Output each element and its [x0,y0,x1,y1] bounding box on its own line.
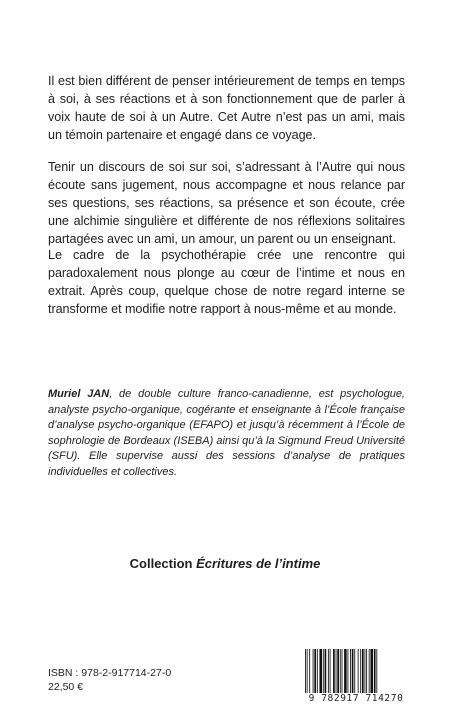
collection-title: Écritures de l’intime [196,556,321,571]
isbn-block [48,667,171,694]
price: 22,50 € [48,680,84,693]
back-cover-paragraph-1: Il est bien différent de penser intérieurement de temps en temps à soi, à ses réactions et à son fonctionnement que de parler à voix haute de soi à un Autre. Cet Autre n’est pas un ami, mais un témoin partenaire et engagé dans ce voyage. [48,74,405,142]
isbn-number: ISBN : 978-2-917714-27-0 [48,667,172,679]
collection-prefix: Collection [129,556,197,571]
author-bio [48,387,405,481]
collection-line [0,556,450,571]
barcode-digits: 9 782917 714270 [300,693,412,704]
author-name: Muriel JAN [48,388,110,400]
back-cover-paragraph-3: Le cadre de la psychothérapie crée une rencontre qui paradoxalement nous plonge au cœur de l’intime et nous en extrait. Après coup, quelque chose de notre regard interne se transforme et modifie notre rapport à nous-même et au monde. [48,248,405,316]
author-bio-text: , de double culture franco-canadienne, est psychologue, analyste psycho-organique, cogérante et enseignante à l’École française d’analyse psycho-organique (EFAPO) et jusqu’à récemment à l’École de sophrologie de Bordeaux (ISEBA) ainsi qu’à la Sigmund Freud Université (SFU). Elle supervise aussi des sessions d’analyse de pratiques individuelles et collectives. [48,388,405,478]
back-cover-paragraph-2: Tenir un discours de soi sur soi, s’adressant à l’Autre qui nous écoute sans jugement, nous accompagne et nous relance par ses questions, ses réactions, sa présence et son écoute, crée une alchimie singulière et différente de nos réflexions solitaires partagées avec un ami, un amour, un parent ou un enseignant. [48,160,405,246]
